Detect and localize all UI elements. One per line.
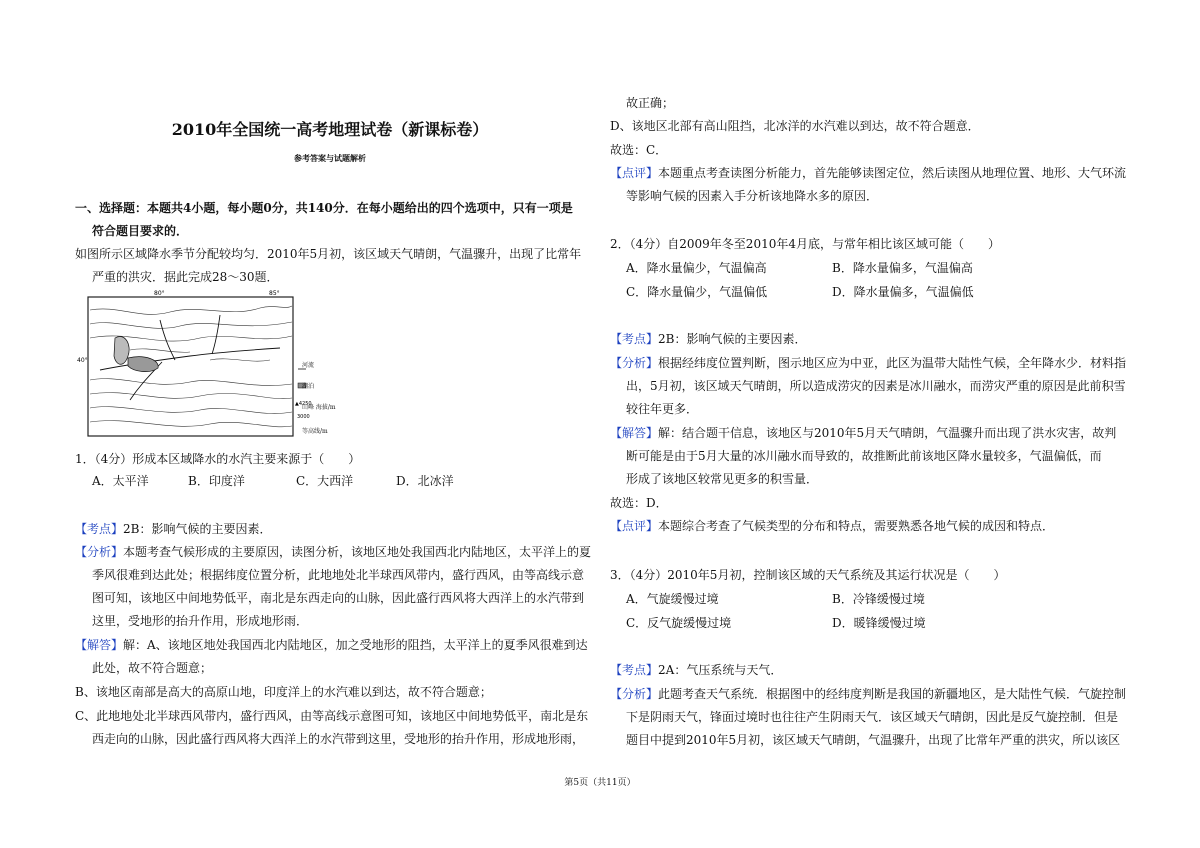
q2-jieda-line3: 形成了该地区较常见更多的积雪量． xyxy=(626,472,819,486)
q2-fenxi-line2: 出，5月初，该区域天气晴朗，所以造成涝灾的因素是冰川融水，而涝灾严重的原因是此前积雪 xyxy=(626,379,1126,393)
q2-kaodian: 【考点】2B：影响气候的主要因素． xyxy=(610,332,807,346)
q1-analysis-b: B、该地区南部是高大的高原山地，印度洋上的水汽难以到达，故不符合题意； xyxy=(75,685,492,699)
q1-analysis-c-line2: 西走向的山脉，因此盛行西风将大西洋上的水汽带到这里，受地形的抬升作用，形成地形雨， xyxy=(92,732,585,746)
document-subtitle: 参考答案与试题解析 xyxy=(294,153,366,163)
q3-fenxi: 【分析】此题考查天气系统．根据图中的经纬度判断是我国的新疆地区，是大陆性气候．气旋控制 xyxy=(610,687,1127,701)
section-heading: 一、选择题：本题共4小题，每小题0分，共140分．在每小题给出的四个选项中，只有一项是 xyxy=(75,201,573,215)
q1-jieda: 【解答】解：A、该地区地处我国西北内陆地区，加之受地形的阻挡，太平洋上的夏季风很难到达 xyxy=(75,638,588,652)
q3-fenxi-line2: 下是阴雨天气，锋面过境时也往往产生阴雨天气．该区域天气晴朗，因此是反气旋控制．但是 xyxy=(626,710,1119,724)
q1-fenxi-line2: 季风很难到达此处；根据纬度位置分析，此地地处北半球西风带内，盛行西风，由等高线示意 xyxy=(92,568,585,582)
legend-peak: 山峰 海拔/m xyxy=(302,404,336,411)
fenxi-tag: 【分析】 xyxy=(75,545,124,559)
q1-kaodian: 【考点】2B：影响气候的主要因素． xyxy=(75,522,272,536)
intro-text-cont: 严重的洪灾．据此完成28～30题． xyxy=(92,270,279,284)
jieda-tag: 【解答】 xyxy=(75,638,124,652)
q2-dianping: 【点评】本题综合考查了气候类型的分布和特点，需要熟悉各地气候的成因和特点． xyxy=(610,519,1055,533)
q2-fenxi-line3: 较往年更多． xyxy=(626,402,699,416)
q1-option-d: D．北冰洋 xyxy=(396,474,454,488)
q2-option-a: A．降水量偏少，气温偏高 xyxy=(626,261,767,275)
q1-choose: 故选：C． xyxy=(610,143,668,157)
page-footer: 第5页（共11页） xyxy=(564,778,636,788)
map-legend xyxy=(295,369,315,420)
map-lon-label-2: 85° xyxy=(269,290,280,297)
section-heading-cont: 符合题目要求的． xyxy=(92,224,189,238)
r-text-cont: 故正确； xyxy=(626,96,675,110)
q3-option-a: A．气旋缓慢过境 xyxy=(626,592,719,606)
map-contour-value: 3000 xyxy=(297,414,310,420)
q2-fenxi: 【分析】根据经纬度位置判断，图示地区应为中亚，此区为温带大陆性气候，全年降水少．材料指 xyxy=(610,356,1127,370)
q3-option-d: D．暖锋缓慢过境 xyxy=(832,616,926,630)
map-lon-label-1: 80° xyxy=(154,290,165,297)
map-lat-label: 40° xyxy=(77,357,88,364)
q1-stem: 1．（4分）形成本区域降水的水汽主要来源于（ ） xyxy=(75,452,361,466)
q3-fenxi-line3: 题目中提到2010年5月初，该区域天气晴朗，气温骤升，出现了比常年严重的洪灾，所以该区 xyxy=(626,733,1121,747)
q1-analysis-c: C、此地地处北半球西风带内，盛行西风，由等高线示意图可知，该地区中间地势低平，南北是东 xyxy=(75,709,589,723)
q1-option-a: A．太平洋 xyxy=(92,474,149,488)
q3-option-c: C．反气旋缓慢过境 xyxy=(626,616,732,630)
dianping-tag: 【点评】 xyxy=(610,166,659,180)
legend-lake: 湖泊 xyxy=(302,383,315,390)
q3-kaodian: 【考点】2A：气压系统与天气． xyxy=(610,663,783,677)
q2-choose: 故选：D． xyxy=(610,496,668,510)
document-title: 2010年全国统一高考地理试卷（新课标卷） xyxy=(171,120,489,139)
q1-fenxi: 【分析】本题考查气候形成的主要原因，读图分析，该地区地处我国西北内陆地区，太平洋上的夏 xyxy=(75,545,592,559)
q1-fenxi-line4: 这里，受地形的抬升作用，形成地形雨． xyxy=(92,614,309,628)
q2-option-b: B．降水量偏多，气温偏高 xyxy=(832,261,973,275)
q1-dianping-line2: 等影响气候的因素入手分析该地降水多的原因． xyxy=(626,189,879,203)
q2-option-c: C．降水量偏少，气温偏低 xyxy=(626,285,768,299)
kaodian-tag: 【考点】 xyxy=(75,522,124,536)
q3-stem: 3．（4分）2010年5月初，控制该区域的天气系统及其运行状况是（ ） xyxy=(610,568,1006,582)
legend-river: 河流 xyxy=(302,362,315,369)
q2-stem: 2．（4分）自2009年冬至2010年4月底，与常年相比该区域可能（ ） xyxy=(610,237,1000,251)
q1-analysis-d: D、该地区北部有高山阻挡，北冰洋的水汽难以到达，故不符合题意． xyxy=(610,119,980,133)
q1-jieda-line2: 此处，故不符合题意； xyxy=(92,661,213,675)
intro-text: 如图所示区域降水季节分配较均匀．2010年5月初，该区域天气晴朗，气温骤升，出现了比常年 xyxy=(75,247,582,261)
q2-jieda: 【解答】解：结合题干信息，该地区与2010年5月天气晴朗，气温骤升而出现了洪水灾害，故判 xyxy=(610,426,1117,440)
q1-dianping: 【点评】本题重点考查读图分析能力，首先能够读图定位，然后读图从地理位置、地形、大气环流 xyxy=(610,166,1127,180)
q2-jieda-line2: 断可能是由于5月大量的冰川融水而导致的，故推断此前该地区降水量较多，气温偏低，而 xyxy=(626,449,1102,463)
q2-option-d: D．降水量偏多，气温偏低 xyxy=(832,285,974,299)
map-peak-label: ▲4250 xyxy=(295,401,312,407)
legend-contour: 等高线/m xyxy=(302,428,328,435)
q1-option-c: C．大西洋 xyxy=(296,474,354,488)
q3-option-b: B．冷锋缓慢过境 xyxy=(832,592,925,606)
q1-fenxi-line3: 图可知，该地区中间地势低平，南北是东西走向的山脉，因此盛行西风将大西洋上的水汽带到 xyxy=(92,591,585,605)
q1-option-b: B．印度洋 xyxy=(188,474,245,488)
